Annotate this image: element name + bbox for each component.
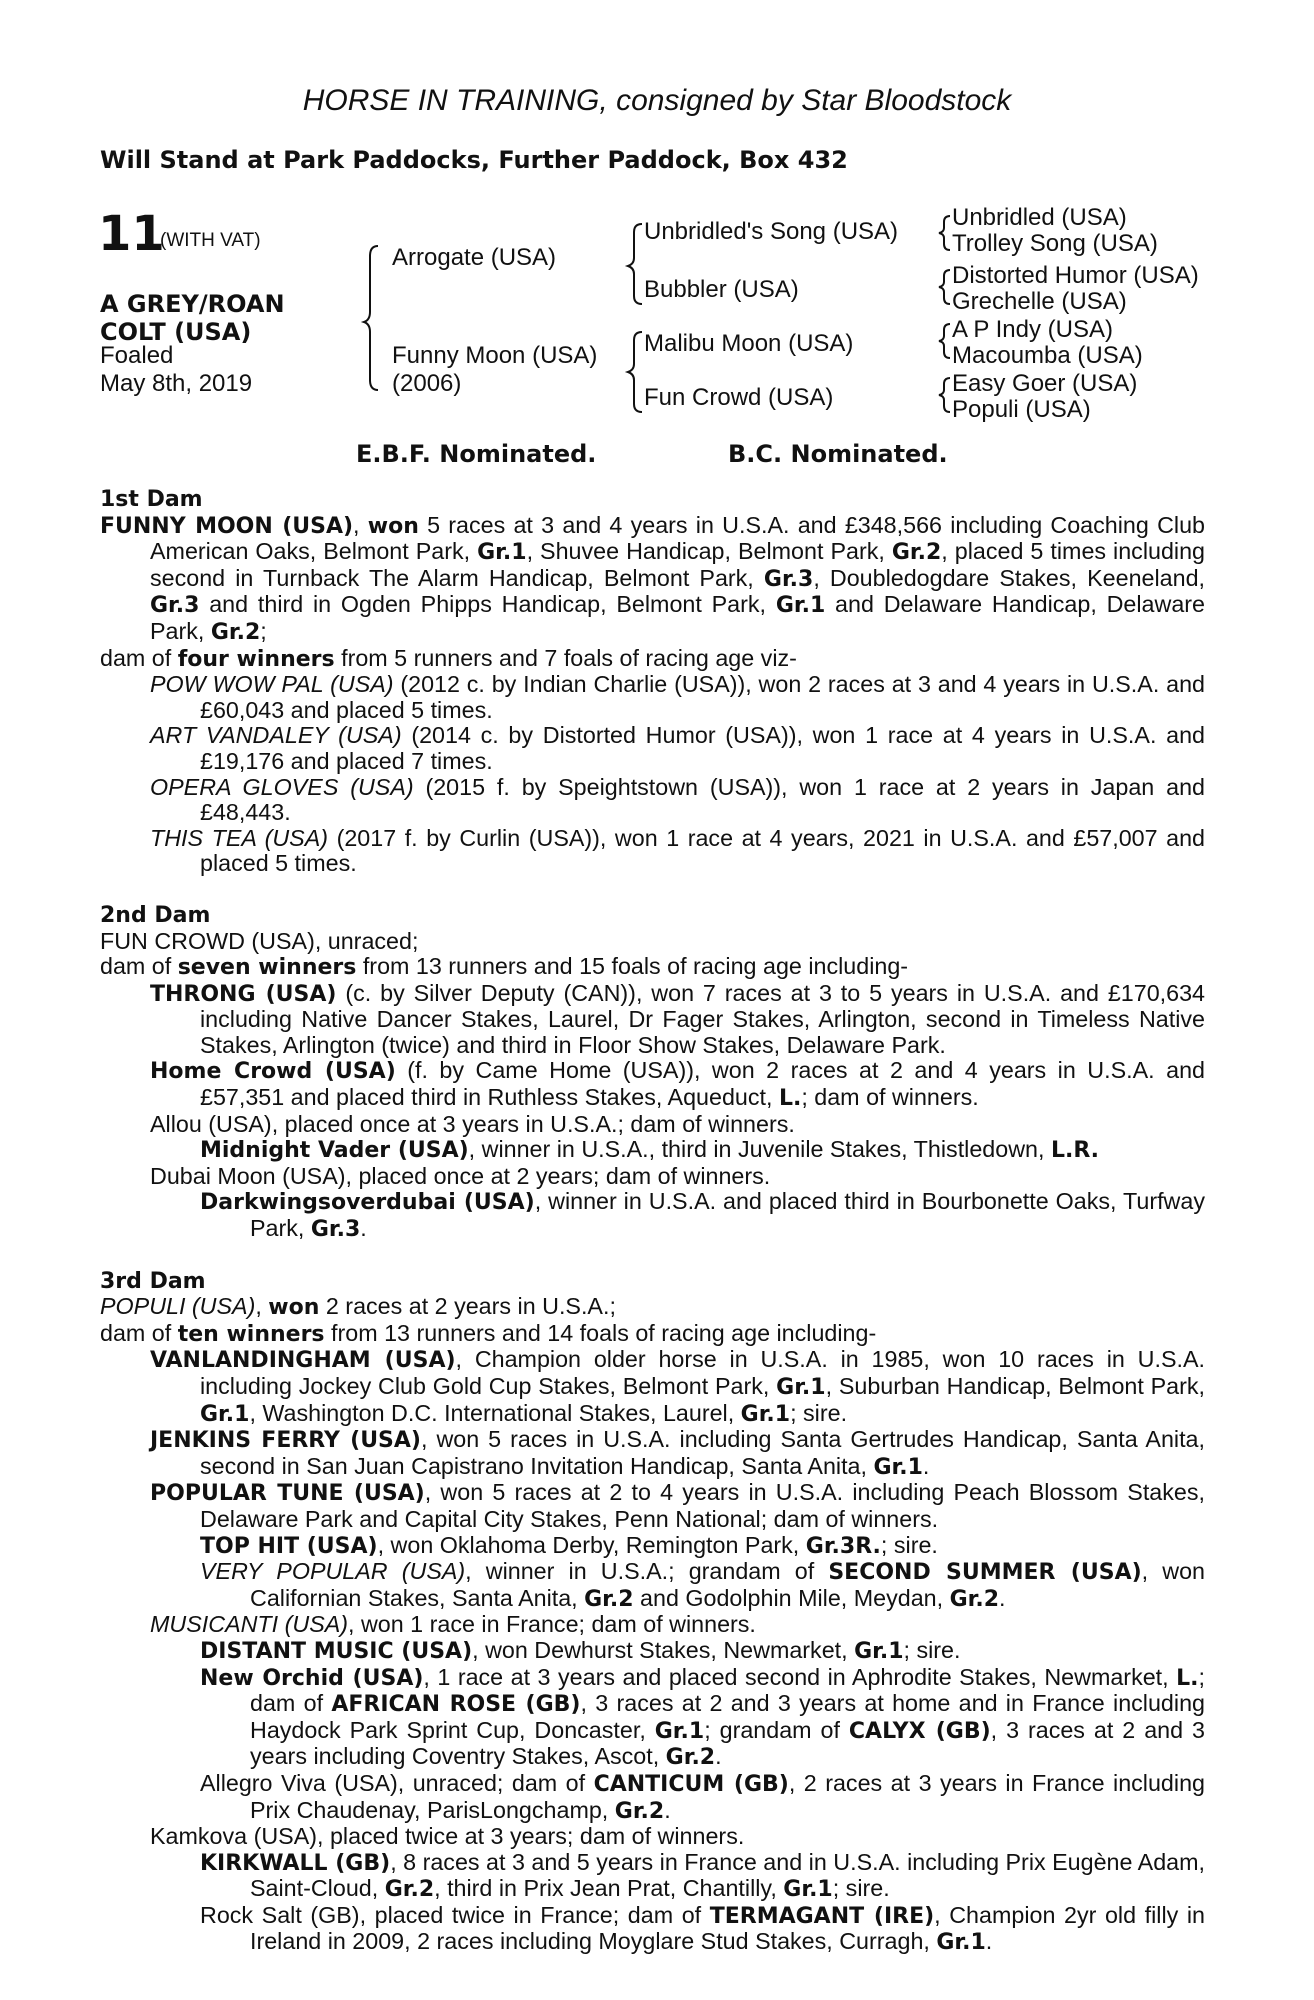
pedigree-gen3-5: A P Indy (USA) [952,316,1113,343]
pedigree-dam-year: (2006) [392,370,462,397]
pedigree-gen3-6: Macoumba (USA) [952,342,1143,369]
stand-location: Will Stand at Park Paddocks, Further Paddock, Box 432 [100,146,848,174]
produce-entry: Allou (USA), placed once at 3 years in U.S.A.; dam of winners. [150,1110,795,1137]
pedigree-dam: Funny Moon (USA) [392,342,598,369]
produce-entry: VERY POPULAR (USA), winner in U.S.A.; grandam of SECOND SUMMER (USA), won Californian Stakes, Santa Anita, Gr.2 and Godolphin Mile, Meydan, Gr.2. [200,1558,1205,1612]
bc-nominated: B.C. Nominated. [728,440,948,468]
produce-entry: VANLANDINGHAM (USA), Champion older horse in U.S.A. in 1985, won 10 races in U.S.A. including Jockey Club Gold Cup Stakes, Belmont Park, Gr.1, Suburban Handicap, Belmont Park, Gr.1, Washington D.C. International Stakes, Laurel, Gr.1; sire. [150,1346,1205,1427]
first-dam-produce-summary: dam of four winners from 5 runners and 7 foals of racing age viz- [100,644,797,672]
pedigree-gen3-7: Easy Goer (USA) [952,370,1138,397]
produce-entry: Home Crowd (USA) (f. by Came Home (USA)), won 2 races at 2 and 4 years in U.S.A. and £57,351 and placed third in Ruthless Stakes, Aqueduct, L.; dam of winners. [150,1057,1205,1112]
produce-entry: OPERA GLOVES (USA) (2015 f. by Speightstown (USA)), won 1 race at 2 years in Japan and £48,443. [150,773,1205,826]
produce-entry: MUSICANTI (USA), won 1 race in France; dam of winners. [150,1611,756,1638]
produce-entry: JENKINS FERRY (USA), won 5 races in U.S.A. including Santa Gertrudes Handicap, Santa Anita, second in San Juan Capistrano Invitation Handicap, Santa Anita, Gr.1. [150,1426,1205,1480]
pedigree-gen3-1: Unbridled (USA) [952,204,1127,231]
pedigree-sire: Arrogate (USA) [392,244,557,271]
pedigree-gen2-4: Fun Crowd (USA) [644,384,834,411]
catalogue-body [100,487,1205,1956]
third-dam-line: POPULI (USA), won 2 races at 2 years in U.S.A.; [100,1293,616,1321]
produce-entry: Darkwingsoverdubai (USA), winner in U.S.A. and placed third in Bourbonette Oaks, Turfway Park, Gr.3. [200,1188,1205,1243]
first-dam-heading: 1st Dam [100,487,203,512]
second-dam-line: FUN CROWD (USA), unraced; [100,927,419,954]
third-dam-heading: 3rd Dam [100,1268,206,1294]
produce-entry: Allegro Viva (USA), unraced; dam of CANTICUM (GB), 2 races at 3 years in France including Prix Chaudenay, ParisLongchamp, Gr.2. [200,1769,1205,1824]
pedigree-gen2-3: Malibu Moon (USA) [644,330,854,357]
produce-entry: DISTANT MUSIC (USA), won Dewhurst Stakes, Newmarket, Gr.1; sire. [200,1636,961,1664]
produce-entry: Midnight Vader (USA), winner in U.S.A., third in Juvenile Stakes, Thistledown, L.R. [200,1136,1100,1164]
produce-entry: New Orchid (USA), 1 race at 3 years and placed second in Aphrodite Stakes, Newmarket, L.; dam of AFRICAN ROSE (GB), 3 races at 2 and 3 years at home and in France including Haydock Park Sprint Cup, Doncaster, Gr.1; grandam of CALYX (GB), 3 races at 2 and 3 years including Coventry Stakes, Ascot, Gr.2. [200,1663,1205,1771]
produce-entry: THIS TEA (USA) (2017 f. by Curlin (USA)), won 1 race at 4 years, 2021 in U.S.A. and £57,007 and placed 5 times. [150,824,1205,877]
pedigree-gen3-2: Trolley Song (USA) [952,230,1158,257]
third-dam-produce-summary: dam of ten winners from 13 runners and 14 foals of racing age including- [100,1319,877,1347]
foaled-label: Foaled [100,342,174,369]
pedigree-gen2-1: Unbridled's Song (USA) [644,218,899,245]
second-dam-heading: 2nd Dam [100,902,211,928]
produce-entry: THRONG (USA) (c. by Silver Deputy (CAN)), won 7 races at 3 to 5 years in U.S.A. and £170,634 including Native Dancer Stakes, Laurel, Dr Fager Stakes, Arlington, second in Timeless Native Stakes, Arlington (twice) and third in Floor Show Stakes, Delaware Park. [150,979,1205,1058]
produce-entry: POPULAR TUNE (USA), won 5 races at 2 to 4 years in U.S.A. including Peach Blossom Stakes, Delaware Park and Capital City Stakes, Penn National; dam of winners. [150,1479,1205,1532]
horse-description-line2: COLT (USA) [100,318,252,346]
produce-entry: Dubai Moon (USA), placed once at 2 years; dam of winners. [150,1162,771,1189]
pedigree-gen3-8: Populi (USA) [952,396,1091,423]
first-dam-record: FUNNY MOON (USA), won 5 races at 3 and 4 years in U.S.A. and £348,566 including Coaching Club American Oaks, Belmont Park, Gr.1, Shuvee Handicap, Belmont Park, Gr.2, placed 5 times including second in Turnback The Alarm Handicap, Belmont Park, Gr.3, Doubledogdare Stakes, Keeneland, Gr.3 and third in Ogden Phipps Handicap, Belmont Park, Gr.1 and Delaware Handicap, Delaware Park, Gr.2; [100,511,1206,645]
produce-entry: TOP HIT (USA), won Oklahoma Derby, Remington Park, Gr.3R.; sire. [200,1531,938,1559]
page-title: HORSE IN TRAINING, consigned by Star Bloodstock [302,84,1012,117]
horse-description-line1: A GREY/ROAN [100,290,285,318]
produce-entry: POW WOW PAL (USA) (2012 c. by Indian Charlie (USA)), won 2 races at 3 and 4 years in U.S.A. and £60,043 and placed 5 times. [150,671,1205,723]
second-dam-produce-summary: dam of seven winners from 13 runners and 15 foals of racing age including- [100,953,909,981]
produce-entry: Kamkova (USA), placed twice at 3 years; dam of winners. [150,1823,745,1850]
produce-entry: Rock Salt (GB), placed twice in France; dam of TERMAGANT (IRE), Champion 2yr old filly in Ireland in 2009, 2 races including Moyglare Stud Stakes, Curragh, Gr.1. [200,1901,1205,1956]
pedigree-gen3-4: Grechelle (USA) [952,288,1127,315]
foaled-date: May 8th, 2019 [100,370,253,397]
pedigree-gen2-2: Bubbler (USA) [644,276,799,303]
pedigree-gen3-3: Distorted Humor (USA) [952,262,1199,289]
produce-entry: KIRKWALL (GB), 8 races at 3 and 5 years in France and in U.S.A. including Prix Eugène Adam, Saint-Cloud, Gr.2, third in Prix Jean Prat, Chantilly, Gr.1; sire. [200,1848,1205,1903]
vat-label: (WITH VAT) [160,230,261,251]
ebf-nominated: E.B.F. Nominated. [356,440,597,468]
produce-entry: ART VANDALEY (USA) (2014 c. by Distorted Humor (USA)), won 1 race at 4 years in U.S.A. and £19,176 and placed 7 times. [150,722,1205,774]
lot-number: 11 [98,206,165,262]
